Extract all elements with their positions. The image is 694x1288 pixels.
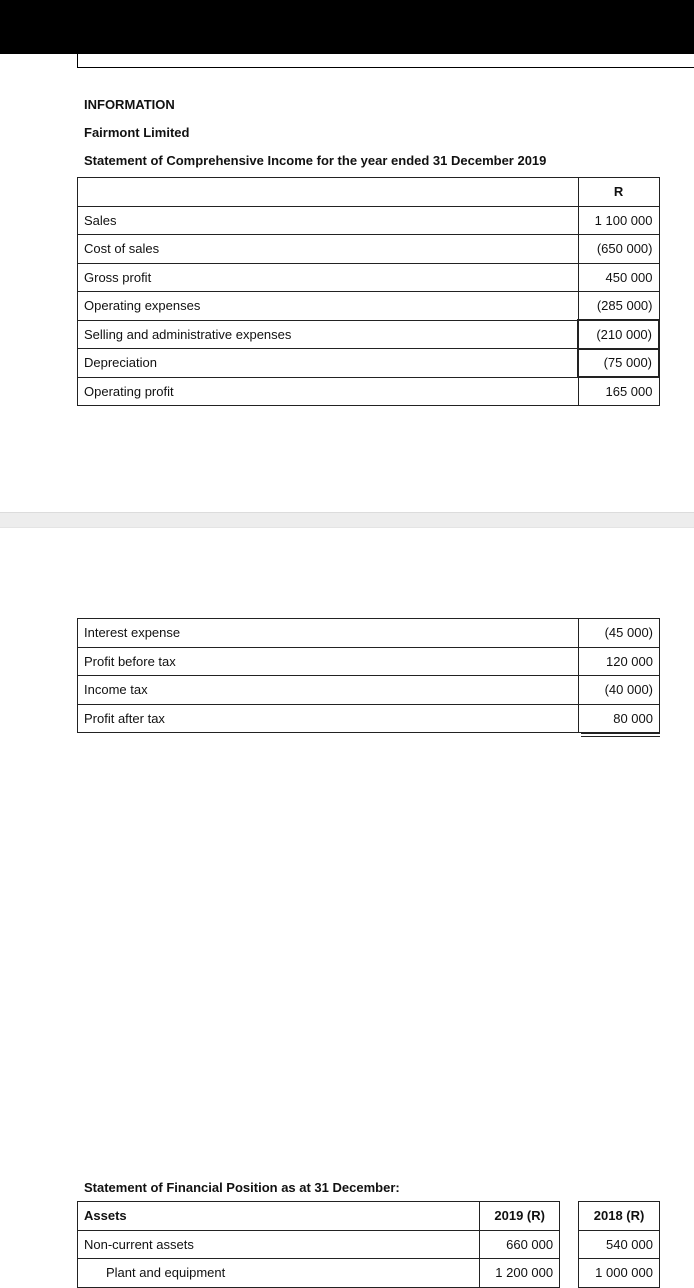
table-row: [78, 206, 660, 235]
row-value: (650 000): [578, 235, 659, 264]
year-2018-header: 2018 (R): [579, 1202, 660, 1231]
row-value: 450 000: [578, 263, 659, 292]
income-statement-table: [77, 177, 660, 406]
row-value-2019: 1 200 000: [480, 1259, 560, 1288]
income-statement-continued-table: [77, 618, 660, 733]
row-label: Sales: [78, 206, 579, 235]
header-blank-cell: [78, 178, 579, 207]
previous-table-edge: [77, 54, 694, 68]
row-label: Operating profit: [78, 377, 579, 406]
table-row: [78, 647, 660, 676]
column-gap: [560, 1230, 579, 1259]
row-value: (75 000): [578, 349, 659, 378]
assets-header: Assets: [78, 1202, 480, 1231]
row-value: 1 100 000: [578, 206, 659, 235]
table-header-row: [78, 178, 660, 207]
row-value: 165 000: [578, 377, 659, 406]
currency-header: R: [578, 178, 659, 207]
table-row: [78, 263, 660, 292]
table-row: [78, 292, 660, 321]
page-break-gap: [0, 512, 694, 528]
table-row: [78, 377, 660, 406]
row-value: (210 000): [578, 320, 659, 349]
total-double-underline: [581, 733, 660, 737]
row-value-2018: 540 000: [579, 1230, 660, 1259]
row-label: Income tax: [78, 676, 579, 705]
row-value-2019: 660 000: [480, 1230, 560, 1259]
income-statement-title: Statement of Comprehensive Income for the year ended 31 December 2019: [84, 153, 547, 168]
row-label: Gross profit: [78, 263, 579, 292]
table-row: [78, 676, 660, 705]
table-row: [78, 320, 660, 349]
row-label: Profit before tax: [78, 647, 579, 676]
row-label: Operating expenses: [78, 292, 579, 321]
row-label: Interest expense: [78, 619, 579, 648]
information-heading: INFORMATION: [84, 97, 175, 112]
row-label: Selling and administrative expenses: [78, 320, 579, 349]
year-2019-header: 2019 (R): [480, 1202, 560, 1231]
table-row: [78, 1259, 660, 1288]
row-label: Depreciation: [78, 349, 579, 378]
row-label: Plant and equipment: [78, 1259, 480, 1288]
row-label: Cost of sales: [78, 235, 579, 264]
column-gap: [560, 1259, 579, 1288]
table-row: [78, 349, 660, 378]
financial-position-table: [77, 1201, 660, 1288]
row-value: (45 000): [579, 619, 660, 648]
table-row: [78, 235, 660, 264]
top-black-bar: [0, 0, 694, 54]
column-gap: [560, 1202, 579, 1231]
row-label: Non-current assets: [78, 1230, 480, 1259]
table-row: [78, 1230, 660, 1259]
row-value: (285 000): [578, 292, 659, 321]
table-row: [78, 704, 660, 733]
company-name: Fairmont Limited: [84, 125, 190, 140]
row-value: (40 000): [579, 676, 660, 705]
table-header-row: [78, 1202, 660, 1231]
row-value: 80 000: [579, 704, 660, 733]
financial-position-title: Statement of Financial Position as at 31 December:: [84, 1180, 400, 1195]
row-label: Profit after tax: [78, 704, 579, 733]
row-value: 120 000: [579, 647, 660, 676]
table-row: [78, 619, 660, 648]
row-value-2018: 1 000 000: [579, 1259, 660, 1288]
